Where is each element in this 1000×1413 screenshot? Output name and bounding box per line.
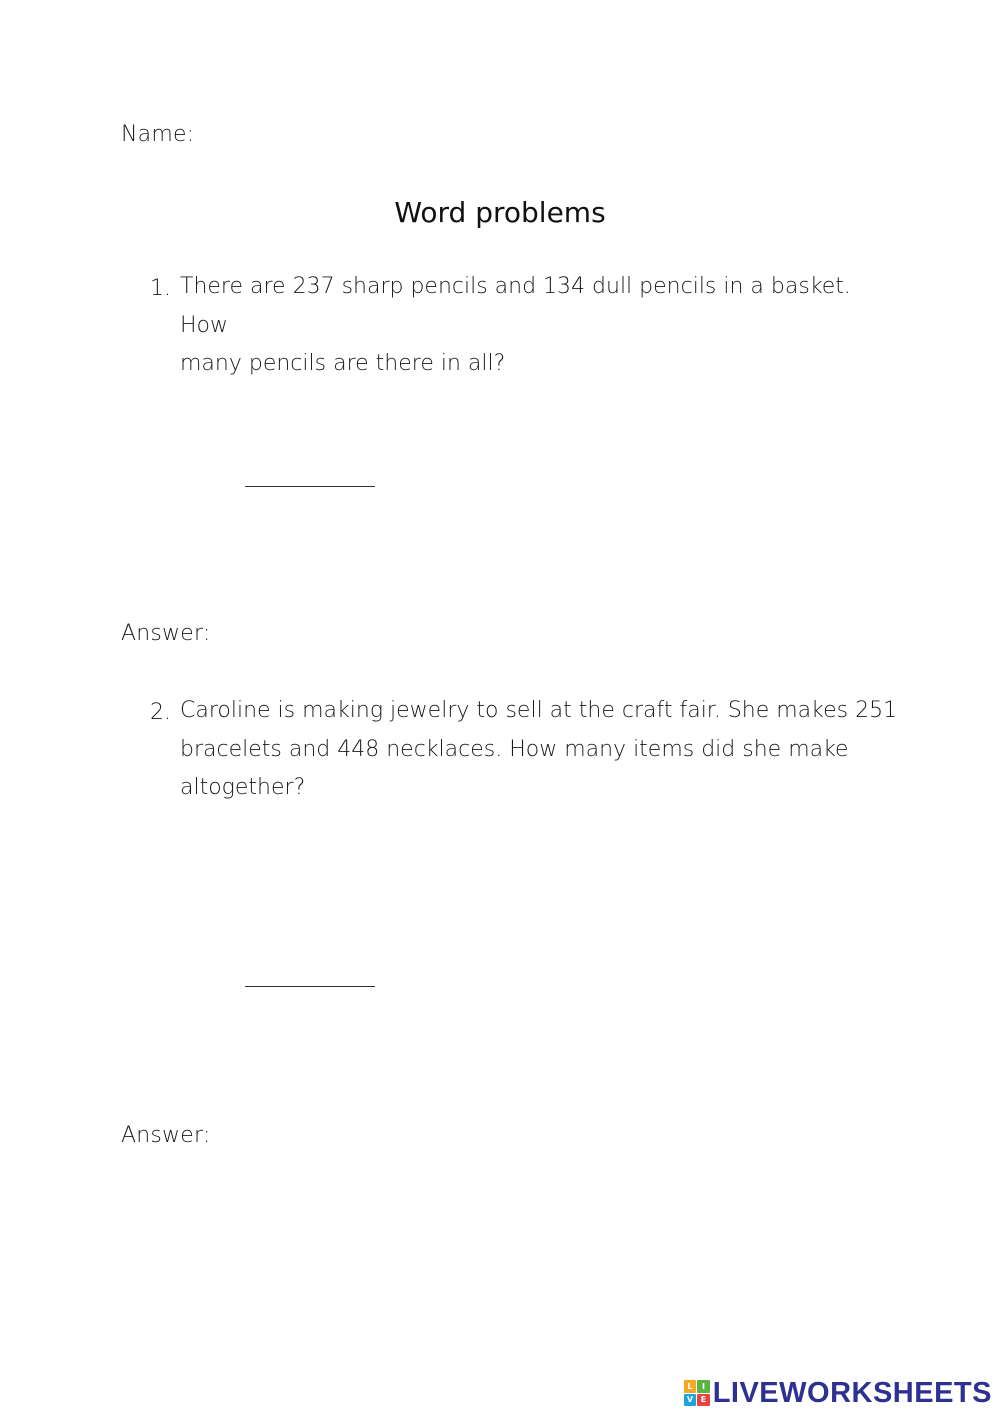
question-2-number: 2. — [150, 700, 171, 725]
logo-block: L — [684, 1380, 697, 1393]
question-1-text — [180, 268, 880, 384]
logo-block: V — [684, 1394, 697, 1407]
question-2-line-2: bracelets and 448 necklaces. How many items did she make — [180, 736, 849, 762]
logo-block: E — [697, 1394, 710, 1407]
question-2-text — [180, 692, 900, 808]
liveworksheets-logo — [684, 1375, 992, 1411]
question-1-number: 1. — [150, 276, 171, 301]
logo-blocks-icon — [684, 1380, 710, 1406]
logo-text: LIVEWORKSHEETS — [712, 1376, 992, 1409]
name-label: Name: — [121, 122, 195, 147]
question-1-line-1: There are 237 sharp pencils and 134 dull pencils in a basket. How — [180, 274, 851, 338]
question-2-work-blank[interactable] — [245, 986, 375, 987]
question-1-answer-label: Answer: — [121, 621, 211, 646]
question-2-line-1: Caroline is making jewelry to sell at the craft fair. She makes 251 — [180, 698, 898, 723]
question-1-line-2: many pencils are there in all? — [180, 351, 506, 376]
logo-block: I — [697, 1380, 710, 1393]
question-2-line-3: altogether? — [180, 775, 306, 800]
page-title: Word problems — [394, 196, 606, 229]
question-2-answer-label: Answer: — [121, 1123, 211, 1148]
question-1-work-blank[interactable] — [245, 486, 375, 487]
